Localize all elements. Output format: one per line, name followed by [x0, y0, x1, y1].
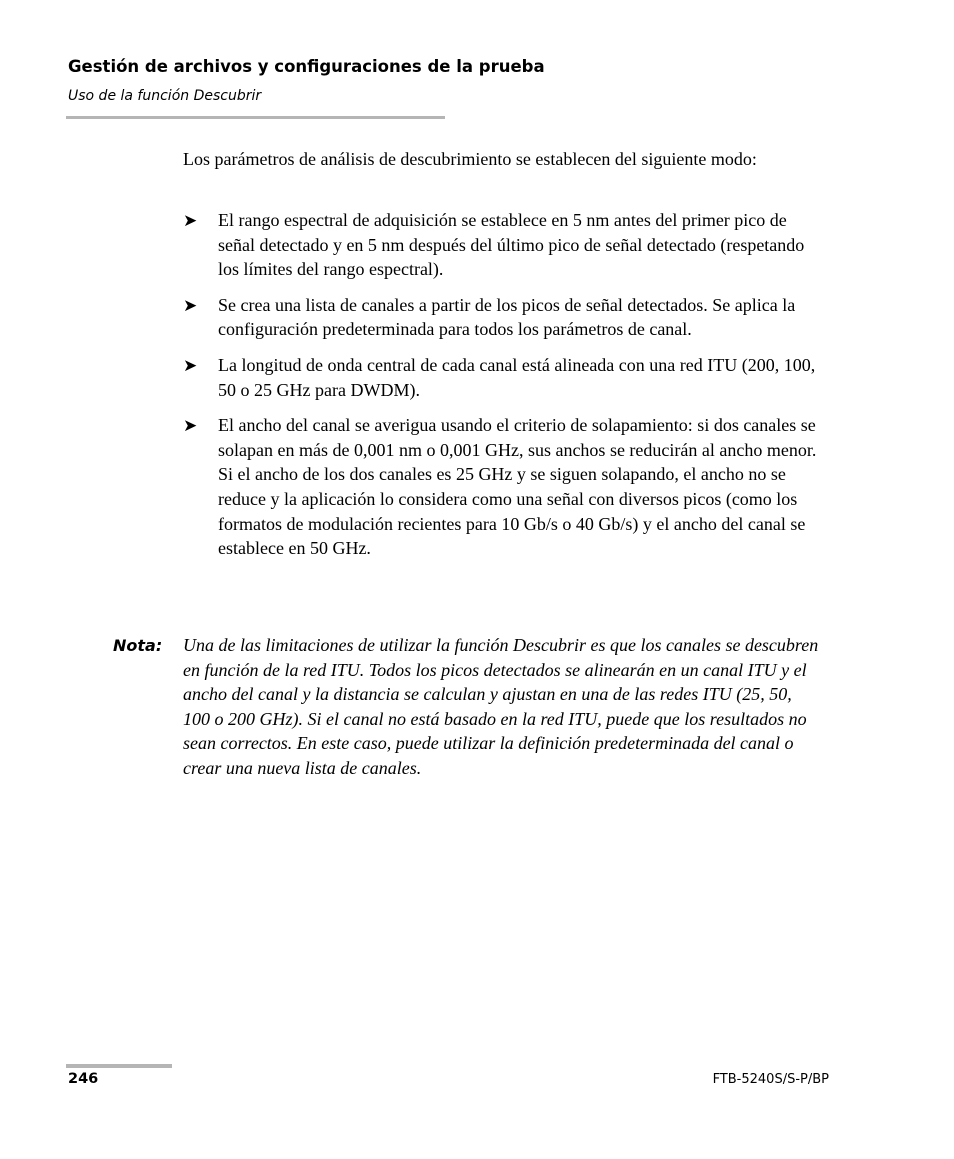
list-item: [183, 208, 823, 282]
page-number: 246: [68, 1071, 99, 1087]
header-divider: [66, 116, 445, 119]
arrow-bullet-icon: ➤: [183, 355, 198, 376]
list-item: [183, 353, 823, 402]
note-text: Una de las limitaciones de utilizar la función Descubrir es que los canales se descubren en función de la red ITU. Todos los picos detectados se alinearán en un canal ITU y el ancho del canal y la distancia se calculan y ajustan en una de las redes ITU (25, 50, 100 o 200 GHz). Si el canal no está basado en la red ITU, puede que los resultados no sean correctos. En este caso, puede utilizar la definición predeterminada del canal o crear una nueva lista de canales.: [183, 635, 819, 778]
arrow-bullet-icon: ➤: [183, 295, 198, 316]
bullet-list: [183, 208, 823, 572]
product-code: FTB-5240S/S-P/BP: [712, 1072, 829, 1087]
page-header-subtitle: Uso de la función Descubrir: [68, 88, 262, 104]
list-item-text: La longitud de onda central de cada canal está alineada con una red ITU (200, 100, 50 o 25 GHz para DWDM).: [218, 354, 816, 400]
list-item: [183, 293, 823, 342]
footer-divider: [66, 1064, 172, 1068]
arrow-bullet-icon: ➤: [183, 211, 198, 231]
note-label: Nota:: [113, 636, 163, 655]
list-item-text: El ancho del canal se averigua usando el criterio de solapamiento: si dos canales se solapan en más de 0,001 nm o 0,001 GHz, sus anchos se reducirán al ancho menor. Si el ancho de los dos canales es 25 GHz y se siguen solapando, el ancho no se reduce y la aplicación lo considera como una señal con diversos picos (como los formatos de modulación recientes para 10 Gb/s o 40 Gb/s) y el ancho del canal se establece en 50 GHz.: [218, 415, 817, 559]
list-item-text: El rango espectral de adquisición se establece en 5 nm antes del primer pico de señal detectado y en 5 nm después del último pico de señal detectado (respetando los límites del rango espectral).: [218, 210, 805, 280]
arrow-bullet-icon: ➤: [183, 416, 198, 437]
list-item-text: Se crea una lista de canales a partir de los picos de señal detectados. Se aplica la configuración predeterminada para todos los parámetros de canal.: [218, 294, 796, 340]
list-item: [183, 413, 823, 561]
intro-paragraph: Los parámetros de análisis de descubrimiento se establecen del siguiente modo:: [183, 149, 757, 169]
page-header-title: Gestión de archivos y configuraciones de la prueba: [68, 57, 545, 76]
